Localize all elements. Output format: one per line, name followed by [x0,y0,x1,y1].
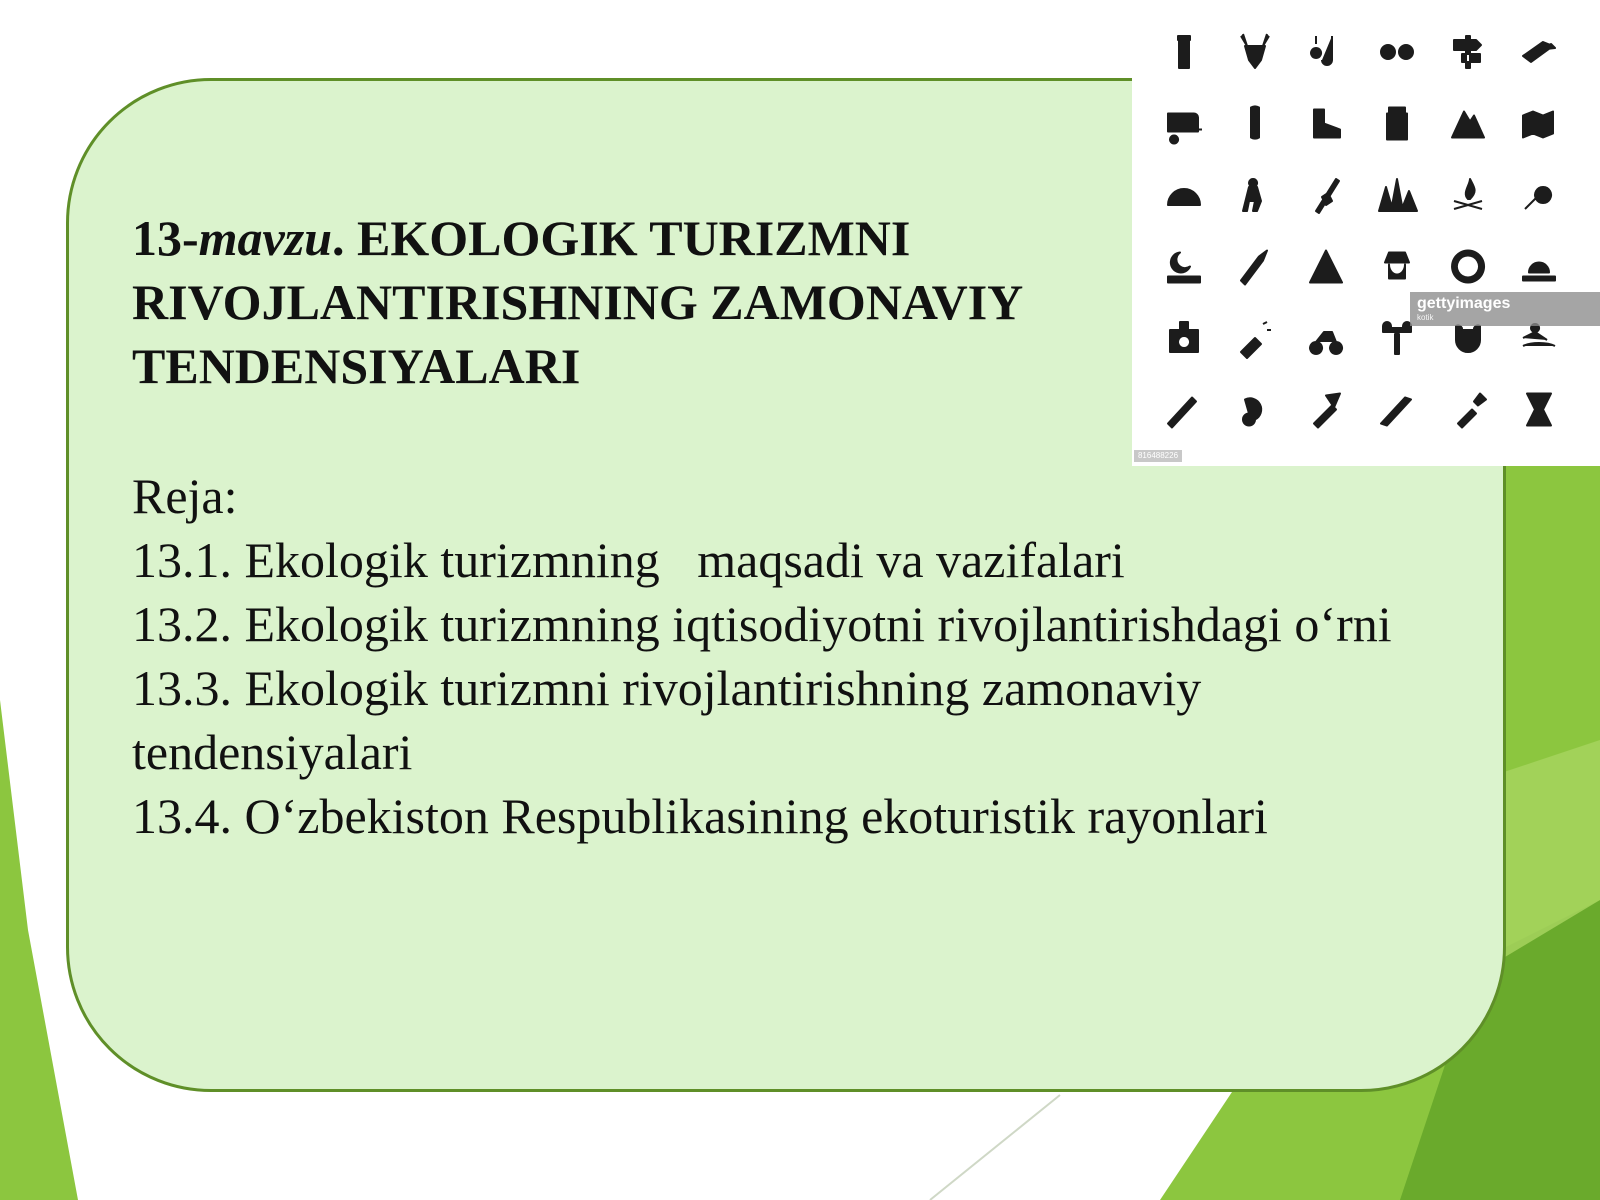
bear-icon [1456,325,1480,352]
shovel-icon [1458,394,1486,428]
plan-heading: Reja: [132,468,238,524]
deer-head-icon [1241,34,1269,68]
stock-image-id: 816488226 [1134,450,1182,462]
teepee-tent-icon [1310,251,1342,283]
hiker-icon [1243,179,1261,211]
plan-item: 13.4. O‘zbekiston Respublikasining ekoturistik rayonlari [132,788,1268,844]
saw-icon [1168,398,1196,428]
flashlight-icon [1241,322,1271,358]
title-line-1 [132,206,1132,270]
thin-diagonal-line [930,1095,1060,1200]
plan-item: 13.2. Ekologik turizmning iqtisodiyotni rivojlantirishdagi o‘rni [132,596,1392,652]
axe-icon [1314,394,1340,428]
camping-icon-grid [1132,0,1600,466]
thermos-icon [1178,36,1190,68]
bicycle-icon [1310,332,1342,354]
knife-icon [1241,251,1267,285]
dome-tent-icon [1168,189,1200,205]
pocket-knife-icon [1523,42,1555,62]
plan-item: 13.3. Ekologik turizmni rivojlantirishning zamonaviy tendensiyalari [132,660,1214,780]
camping-stove-icon [1527,394,1551,426]
ranger-icon [1385,253,1409,279]
campfire-icon [1454,179,1482,209]
title-line-3: TENDENSIYALARI [132,338,581,394]
mountain-icon [1452,112,1484,138]
rifle-icon [1381,398,1411,426]
title-line-2: RIVOJLANTIRISHNING ZAMONAVIY [132,274,1024,330]
rope-icon [1243,398,1261,425]
sausage-fork-icon [1383,322,1411,354]
pine-trees-icon [1379,179,1417,211]
title-number: 13- [132,210,199,266]
compass-icon [1452,251,1484,283]
plan-section [132,464,1432,848]
title-rest: . EKOLOGIK TURIZMNI [332,210,911,266]
stock-brand: gettyimages [1417,295,1511,312]
slide-title [132,206,1132,398]
kayak-paddle-icon [1316,179,1339,213]
swimmer-icon [1523,324,1555,346]
sunrise-icon [1523,263,1555,281]
hiking-boot-icon [1314,110,1340,138]
camera-icon [1170,322,1198,352]
binoculars-icon [1381,45,1413,59]
camper-trailer-icon [1168,114,1202,144]
carabiner-icon [1251,106,1259,138]
lantern-icon [1387,108,1407,140]
marshmallow-stick-icon [1525,187,1551,209]
map-pin-icon [1523,112,1553,138]
signpost-icon [1454,36,1481,68]
night-moon-icon [1168,253,1200,283]
camping-icon-panel [1132,0,1600,466]
title-mavzu: mavzu [198,210,333,266]
plan-item: 13.1. Ekologik turizmning maqsadi va vazifalari [132,532,1125,588]
stock-author: kotik [1417,313,1434,322]
fishing-hook-icon [1311,36,1332,65]
stock-watermark-badge [1410,292,1600,326]
